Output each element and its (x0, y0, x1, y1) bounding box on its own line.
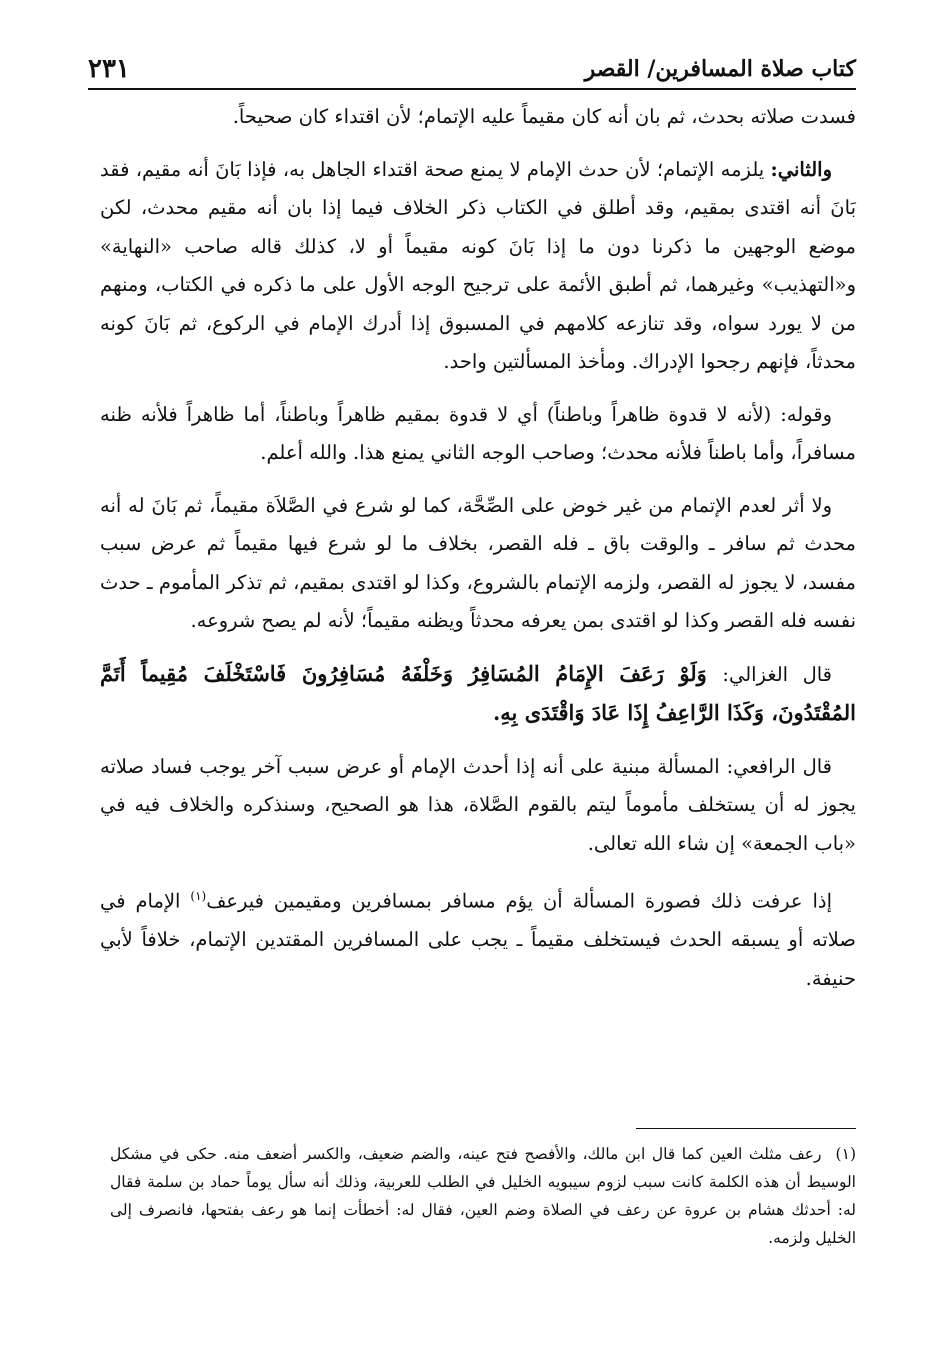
paragraph-text: إذا عرفت ذلك فصورة المسألة أن يؤم مسافر بمسافرين ومقيمين فيرعف (206, 889, 832, 913)
paragraph-3 (100, 396, 856, 473)
paragraph-text: المسألة مبنية على أنه إذا أحدث الإمام أو عرض سبب آخر يوجب فساد صلاته يجوز له أن يستخلف مأموماً ليتم بالقوم الصَّلاة، هذا هو الصحيح، وسنذكره والخلاف فيه في «باب الجمعة» إن شاء الله تعالى. (100, 754, 856, 855)
paragraph-label: قال الغزالي: (722, 662, 833, 686)
footnotes (110, 1140, 856, 1252)
main-text (100, 98, 856, 1012)
page-number: ٢٣١ (88, 54, 130, 84)
footnote-item (110, 1140, 856, 1252)
paragraph-text: ولا أثر لعدم الإتمام من غير خوض على الصِّحَّة، كما لو شرع في الصَّلاَة مقيماً، ثم بَانَ له أنه محدث ثم سافر ـ والوقت باق ـ فله القصر، بخلاف ما لو شرع فيها مقيماً ثم عرض سبب مفسد، لا يجوز له القصر، ولزمه الإتمام بالشروع، وكذا لو اقتدى بمقيم، ثم تذكر المأموم ـ حدث نفسه فله القصر وكذا لو اقتدى بمن يعرفه محدثاً ويظنه مقيماً؛ لأنه لم يصح شروعه. (100, 493, 856, 632)
paragraph-6 (100, 748, 856, 864)
footnote-number: (١) (835, 1145, 856, 1163)
footnote-ref[interactable]: (١) (190, 889, 207, 903)
paragraph-text: وقوله: (لأنه لا قدوة ظاهراً وباطناً) أي لا قدوة بمقيم ظاهراً وباطناً، أما ظاهراً فلأنه ظنه مسافراً، وأما باطناً فلأنه محدث؛ وصاحب الوجه الثاني يمنع هذا. والله أعلم. (100, 402, 856, 464)
paragraph-4 (100, 487, 856, 641)
quoted-text: وَلَوْ رَعَفَ الإِمَامُ المُسَافِرُ وَخَلْفَهُ مُسَافِرُونَ فَاسْتَخْلَفَ مُقِيماً أَتَمَّ المُقْتَدُونَ، وَكَذَا الرَّاعِفُ إِذَا عَادَ وَاقْتَدَى بِهِ. (100, 660, 856, 725)
paragraph-1 (100, 98, 856, 137)
paragraph-7 (100, 877, 856, 998)
page-header (88, 42, 856, 90)
paragraph-text-continued: الإمام في صلاته أو يسبقه الحدث فيستخلف مقيماً ـ يجب على المسافرين المقتدين الإتمام، خلافاً لأبي حنيفة. (100, 889, 856, 990)
paragraph-text: فسدت صلاته بحدث، ثم بان أنه كان مقيماً عليه الإتمام؛ لأن اقتداء كان صحيحاً. (232, 105, 856, 128)
paragraph-5-quote (100, 655, 856, 734)
paragraph-text: يلزمه الإتمام؛ لأن حدث الإمام لا يمنع صحة اقتداء الجاهل به، فإذا بَانَ أنه مقيم، فقد بَانَ أنه اقتدى بمقيم، وقد أطلق في الكتاب ذكر الخلاف فيما إذا بان أنه مقيم محدث، لكن موضع الوجهين ما ذكرنا دون ما إذا بَانَ كونه مقيماً أو لا، كذلك قاله صاحب «النهاية» و«التهذيب» وغيرهما، ثم أطبق الأئمة على ترجيح الوجه الأول على ما ذكره في الكتاب، ومنهم من لا يورد سواه، وقد تنازعه كلامهم في المسبوق إذا أدرك الإمام في الركوع، ثم بَانَ كونه محدثاً، فإنهم رجحوا الإدراك. ومأخذ المسألتين واحد. (100, 157, 856, 373)
paragraph-2 (100, 151, 856, 382)
footnote-text: رعف مثلث العين كما قال ابن مالك، والأفصح فتح عينه، والضم ضعيف، والكسر أضعف منه. حكى في مشكل الوسيط أن هذه الكلمة كانت سبب لزوم سيبويه الخليل في الطلب للعربية، وذلك أنه سأل يوماً حماد بن سلمة فقال له: أحدثك هشام بن عروة عن رعف في الصلاة وضم العين، فقال له: أخطأت إنما هو رعف بفتحها، فانصرف إلى الخليل ولزمه. (110, 1145, 856, 1247)
footnote-divider (636, 1128, 856, 1129)
chapter-title: كتاب صلاة المسافرين/ القصر (584, 56, 856, 82)
paragraph-label: قال الرافعي: (726, 754, 833, 778)
paragraph-label: والثاني: (770, 157, 832, 181)
